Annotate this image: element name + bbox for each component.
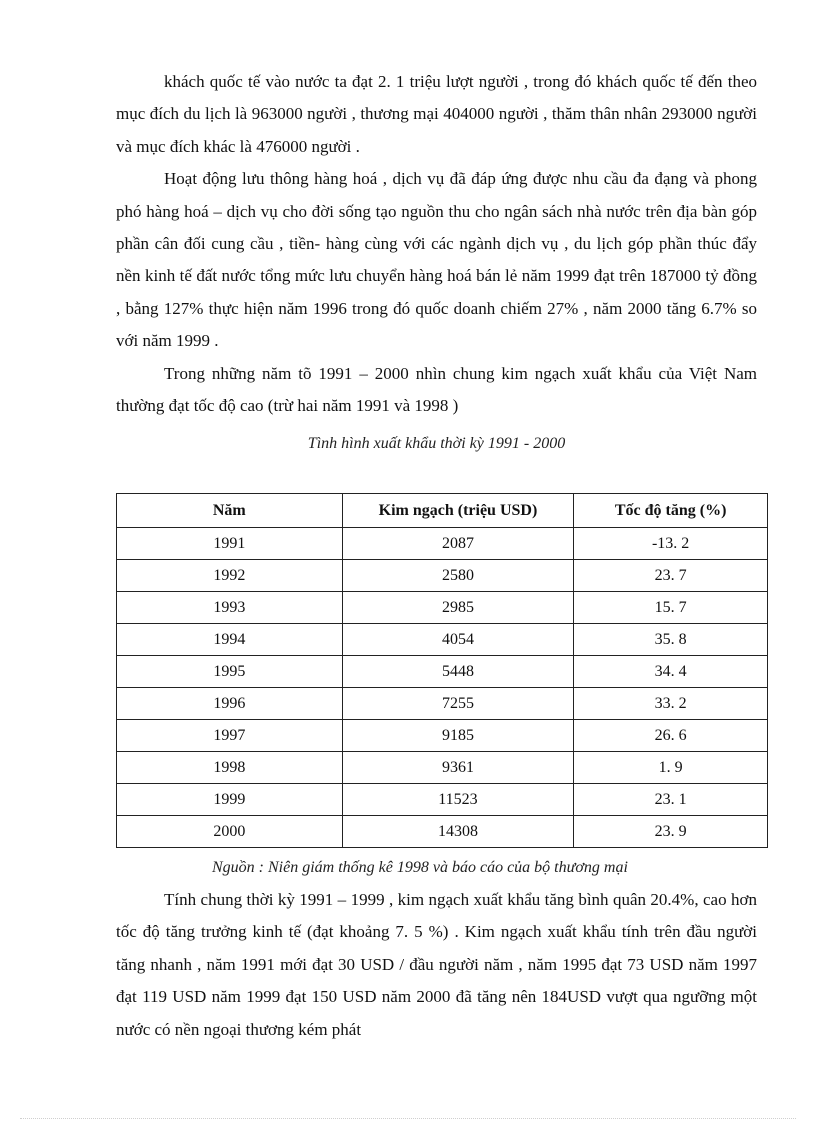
cell-year: 1996 (117, 688, 343, 720)
cell-turnover: 9361 (342, 752, 574, 784)
column-header-year: Năm (117, 494, 343, 528)
column-header-growth: Tốc độ tăng (%) (574, 494, 768, 528)
table-row (117, 656, 768, 688)
cell-turnover: 2580 (342, 560, 574, 592)
cell-turnover: 4054 (342, 624, 574, 656)
table-row (117, 752, 768, 784)
paragraph: Hoạt động lưu thông hàng hoá , dịch vụ đã đáp ứng được nhu cầu đa đạng và phong phó hàng hoá – dịch vụ cho đời sống tạo nguồn thu cho ngân sách nhà nước trên địa bàn góp phần cân đối cung cầu , tiền- hàng cùng với các ngành dịch vụ , du lịch góp phần thúc đẩy nền kinh tế đất nước tổng mức lưu chuyển hàng hoá bán lẻ năm 1999 đạt trên 187000 tỷ đồng , bằng 127% thực hiện năm 1996 trong đó quốc doanh chiếm 27% , năm 2000 tăng 6.7% so với năm 1999 . (116, 169, 757, 351)
export-table (116, 493, 768, 848)
table-row (117, 528, 768, 560)
table-row (117, 624, 768, 656)
cell-turnover: 2087 (342, 528, 574, 560)
cell-growth: 1. 9 (574, 752, 768, 784)
cell-growth: 23. 7 (574, 560, 768, 592)
table-caption: Tình hình xuất khẩu thời kỳ 1991 - 2000 (307, 435, 566, 452)
body-text-bottom (116, 884, 757, 1046)
paragraph: Tính chung thời kỳ 1991 – 1999 , kim ngạch xuất khẩu tăng bình quân 20.4%, cao hơn tốc độ tăng trưởng kinh tế (đạt khoảng 7. 5 %) . Kim ngạch xuất khẩu tính trên đầu người tăng nhanh , năm 1991 mới đạt 30 USD / đầu người năm , năm 1995 đạt 73 USD năm 1997 đạt 119 USD năm 1999 đạt 150 USD năm 2000 đã tăng nên 184USD vượt qua ngưỡng một nước có nền ngoại thương kém phát (116, 890, 757, 1039)
cell-turnover: 5448 (342, 656, 574, 688)
paragraph: khách quốc tế vào nước ta đạt 2. 1 triệu lượt người , trong đó khách quốc tế đến theo mục đích du lịch là 963000 người , thương mại 404000 người , thăm thân nhân 293000 người và mục đích khác là 476000 người . (116, 72, 757, 156)
cell-growth: -13. 2 (574, 528, 768, 560)
table-source-note: Nguồn : Niên giám thống kê 1998 và báo cáo của bộ thương mại (212, 859, 628, 876)
table-row (117, 560, 768, 592)
table-row (117, 688, 768, 720)
cell-turnover: 14308 (342, 816, 574, 848)
table-header-row (117, 494, 768, 528)
cell-growth: 23. 1 (574, 784, 768, 816)
cell-year: 1992 (117, 560, 343, 592)
cell-growth: 15. 7 (574, 592, 768, 624)
cell-year: 1998 (117, 752, 343, 784)
cell-turnover: 2985 (342, 592, 574, 624)
cell-year: 1999 (117, 784, 343, 816)
page-bottom-divider (20, 1118, 796, 1119)
cell-year: 1995 (117, 656, 343, 688)
cell-year: 2000 (117, 816, 343, 848)
cell-year: 1993 (117, 592, 343, 624)
cell-turnover: 7255 (342, 688, 574, 720)
column-header-turnover: Kim ngạch (triệu USD) (342, 494, 574, 528)
cell-growth: 33. 2 (574, 688, 768, 720)
cell-year: 1991 (117, 528, 343, 560)
cell-growth: 26. 6 (574, 720, 768, 752)
paragraph: Trong những năm tõ 1991 – 2000 nhìn chung kim ngạch xuất khẩu của Việt Nam thường đạt tốc độ cao (trừ hai năm 1991 và 1998 ) (116, 363, 757, 416)
cell-growth: 23. 9 (574, 816, 768, 848)
cell-growth: 35. 8 (574, 624, 768, 656)
table-row (117, 816, 768, 848)
cell-turnover: 9185 (342, 720, 574, 752)
cell-year: 1994 (117, 624, 343, 656)
cell-year: 1997 (117, 720, 343, 752)
table-row (117, 720, 768, 752)
cell-turnover: 11523 (342, 784, 574, 816)
cell-growth: 34. 4 (574, 656, 768, 688)
table-row (117, 784, 768, 816)
table-row (117, 592, 768, 624)
body-text-top (116, 66, 757, 422)
